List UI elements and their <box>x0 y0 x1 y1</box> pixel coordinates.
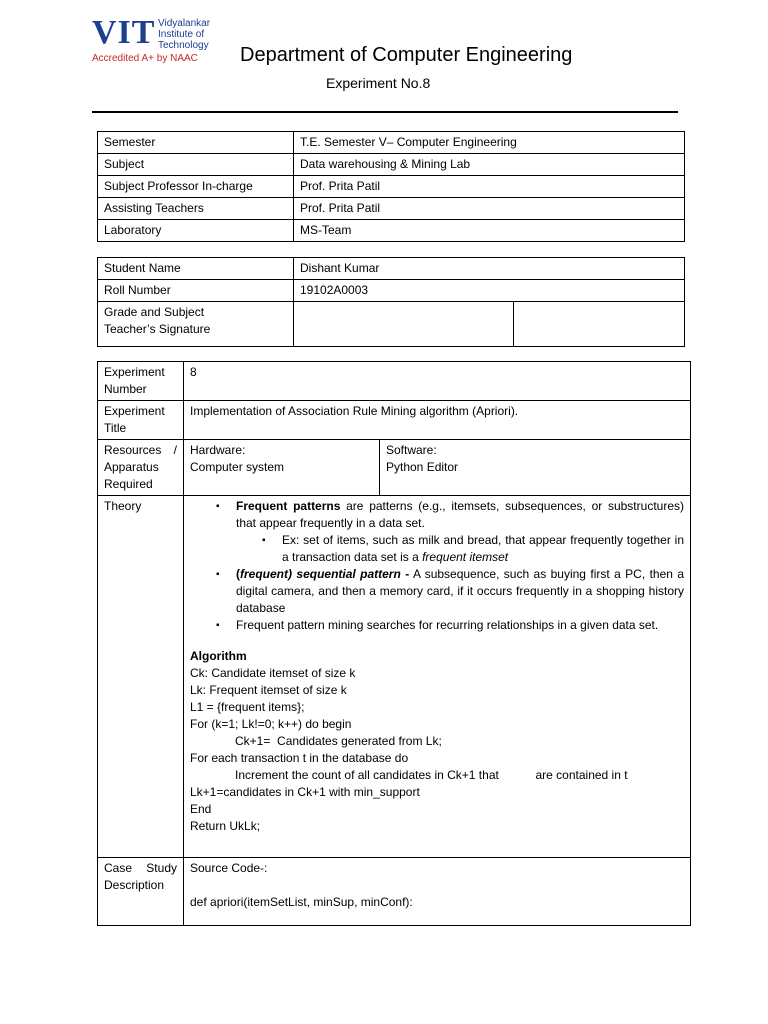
source-code-label: Source Code-: <box>190 861 268 875</box>
theory-content <box>184 496 691 858</box>
roll-number-label: Roll Number <box>98 280 294 302</box>
theory-label: Theory <box>98 496 184 858</box>
student-info-table <box>97 257 685 347</box>
row-value: Prof. Prita Patil <box>294 176 685 198</box>
resources-label: Resources / Apparatus Required <box>98 440 184 496</box>
header-rule <box>92 111 678 113</box>
experiment-number-label: Experiment Number <box>98 362 184 401</box>
theory-list <box>190 498 684 634</box>
grade-signature-label: Grade and Subject Teacher’s Signature <box>98 302 294 347</box>
experiment-number-value: 8 <box>184 362 691 401</box>
row-value: Data warehousing & Mining Lab <box>294 154 685 176</box>
table-row <box>98 176 685 198</box>
course-info-table <box>97 131 685 242</box>
table-row <box>98 401 691 440</box>
row-label: Semester <box>98 132 294 154</box>
experiment-title-label: Experiment Title <box>98 401 184 440</box>
source-code-line: def apriori(itemSetList, minSup, minConf): <box>190 895 413 909</box>
algorithm-line: Return UkLk; <box>190 819 261 833</box>
table-row <box>98 858 691 926</box>
hardware-cell: Hardware: Computer system <box>184 440 380 496</box>
algorithm-line: Increment the count of all candidates in Ck+1 that are contained in t <box>235 768 628 782</box>
row-value: MS-Team <box>294 220 685 242</box>
table-row <box>98 198 685 220</box>
signature-cell <box>514 302 685 347</box>
sub-list <box>236 532 684 566</box>
table-row <box>98 258 685 280</box>
table-row <box>98 220 685 242</box>
algorithm-heading: Algorithm <box>190 649 247 663</box>
student-name-value: Dishant Kumar <box>294 258 685 280</box>
table-row <box>98 154 685 176</box>
experiment-heading: Experiment No.8 <box>326 75 431 91</box>
table-row <box>98 440 691 496</box>
table-row <box>98 496 691 858</box>
experiment-table <box>97 361 691 926</box>
experiment-title-value: Implementation of Association Rule Mining algorithm (Apriori). <box>184 401 691 440</box>
table-row <box>98 132 685 154</box>
row-label: Subject Professor In-charge <box>98 176 294 198</box>
algorithm-line: L1 = {frequent items}; <box>190 700 305 714</box>
logo-mark: VIT <box>92 14 156 51</box>
institute-name: Vidyalankar Institute of Technology <box>158 18 211 51</box>
table-row <box>98 362 691 401</box>
row-value: Prof. Prita Patil <box>294 198 685 220</box>
algorithm-line: For (k=1; Lk!=0; k++) do begin <box>190 717 352 731</box>
algorithm-line: Lk+1=candidates in Ck+1 with min_support <box>190 785 420 799</box>
case-study-label: Case Study Description <box>98 858 184 926</box>
row-value: T.E. Semester V– Computer Engineering <box>294 132 685 154</box>
algorithm-line: For each transaction t in the database do <box>190 751 409 765</box>
algorithm-line: Lk: Frequent itemset of size k <box>190 683 347 697</box>
accreditation-text: Accredited A+ by NAAC <box>92 53 198 64</box>
algorithm-line: Ck+1= Candidates generated from Lk; <box>235 734 442 748</box>
list-item: ▪ (frequent) sequential pattern - A subsequence, such as buying first a PC, then a digital camera, and then a memory card, if it occurs frequently in a shopping history database <box>236 566 684 617</box>
row-label: Assisting Teachers <box>98 198 294 220</box>
list-item: ▪ Frequent patterns are patterns (e.g., itemsets, subsequences, or substructures) that appear frequently in a data set. ▪ Ex: set of items, such as milk and bread, that appear frequently together in a transaction data set is a frequent itemset <box>236 498 684 566</box>
list-item: ▪ Frequent pattern mining searches for recurring relationships in a given data set. <box>236 617 684 634</box>
case-study-content <box>184 858 691 926</box>
row-label: Subject <box>98 154 294 176</box>
grade-cell <box>294 302 514 347</box>
algorithm-line: Ck: Candidate itemset of size k <box>190 666 356 680</box>
algorithm-line: End <box>190 802 212 816</box>
list-item: ▪ Ex: set of items, such as milk and bread, that appear frequently together in a transaction data set is a frequent itemset <box>282 532 684 566</box>
table-row <box>98 302 685 347</box>
student-name-label: Student Name <box>98 258 294 280</box>
department-title: Department of Computer Engineering <box>240 44 573 66</box>
table-row <box>98 280 685 302</box>
institute-logo <box>92 16 222 64</box>
roll-number-value: 19102A0003 <box>294 280 685 302</box>
row-label: Laboratory <box>98 220 294 242</box>
software-cell: Software: Python Editor <box>380 440 691 496</box>
